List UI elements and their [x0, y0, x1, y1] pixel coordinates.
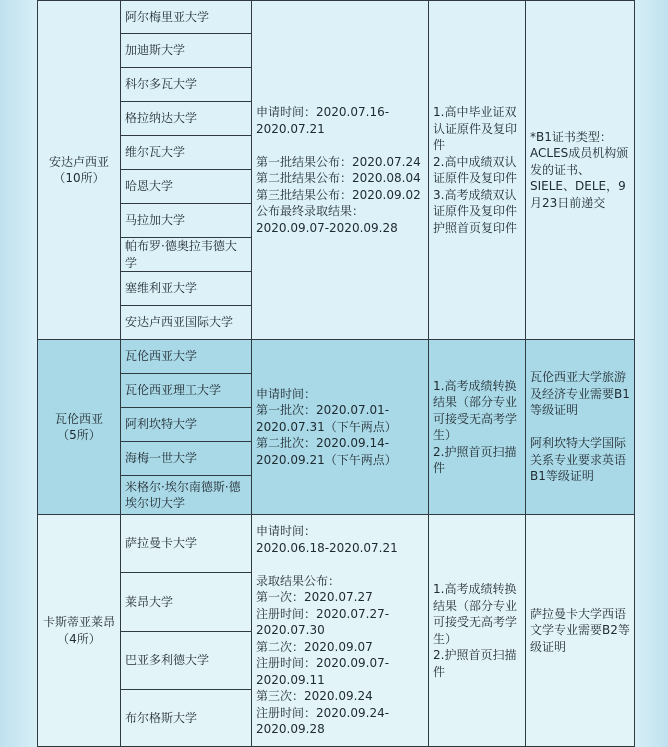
- university-cell: 格拉纳达大学: [121, 102, 252, 136]
- university-cell: 莱昂大学: [121, 573, 252, 632]
- notes-cell-andalucia: *B1证书类型：ACLES成员机构颁发的证书、SIELE、DELE，9月23日前递交: [526, 1, 635, 340]
- university-cell: 塞维利亚大学: [121, 272, 252, 306]
- right-background-strip: [634, 0, 668, 747]
- province-cell-andalucia: 安达卢西亚 （10所）: [38, 1, 121, 340]
- documents-cell-castilla-leon: 1.高考成绩转换结果（部分专业可接受无高考学生） 2.护照首页扫描件: [429, 515, 526, 747]
- university-cell: 萨拉曼卡大学: [121, 515, 252, 573]
- university-cell: 阿尔梅里亚大学: [121, 1, 252, 34]
- university-cell: 巴亚多利德大学: [121, 632, 252, 690]
- timeline-cell-andalucia: 申请时间：2020.07.16-2020.07.21 第一批结果公布：2020.07.24 第二批结果公布：2020.08.04 第三批结果公布：2020.09.02 公布最终录取结果： 2020.09.07-2020.09.28: [252, 1, 429, 340]
- university-cell: 加迪斯大学: [121, 34, 252, 68]
- university-cell: 海梅一世大学: [121, 442, 252, 476]
- university-cell: 阿利坎特大学: [121, 408, 252, 442]
- university-admission-table: [37, 0, 635, 747]
- notes-cell-valencia: 瓦伦西亚大学旅游及经济专业需要B1等级证明 阿利坎特大学国际关系专业要求英语B1等级证明: [526, 340, 635, 515]
- university-cell: 瓦伦西亚大学: [121, 340, 252, 374]
- province-cell-castilla-leon: 卡斯蒂亚莱昂 （4所）: [38, 515, 121, 747]
- university-cell: 科尔多瓦大学: [121, 68, 252, 102]
- university-cell: 帕布罗·德奥拉韦德大学: [121, 238, 252, 272]
- university-cell: 哈恩大学: [121, 170, 252, 204]
- timeline-cell-castilla-leon: 申请时间： 2020.06.18-2020.07.21 录取结果公布： 第一次：2020.07.27 注册时间：2020.07.27-2020.07.30 第二次：2020.09.07 注册时间：2020.09.07-2020.09.11 第三次：2020.09.24 注册时间：2020.09.24-2020.09.28: [252, 515, 429, 747]
- documents-cell-valencia: 1.高考成绩转换结果（部分专业可接受无高考学生） 2.护照首页扫描件: [429, 340, 526, 515]
- timeline-cell-valencia: 申请时间： 第一批次：2020.07.01-2020.07.31（下午两点） 第二批次：2020.09.14-2020.09.21（下午两点）: [252, 340, 429, 515]
- university-cell: 马拉加大学: [121, 204, 252, 238]
- university-cell: 瓦伦西亚理工大学: [121, 374, 252, 408]
- university-cell: 维尔瓦大学: [121, 136, 252, 170]
- province-cell-valencia: 瓦伦西亚 （5所）: [38, 340, 121, 515]
- left-background-strip: [0, 0, 37, 747]
- documents-cell-andalucia: 1.高中毕业证双认证原件及复印件 2.高中成绩双认证原件及复印件 3.高考成绩双认证原件及复印件护照首页复印件: [429, 1, 526, 340]
- university-cell: 安达卢西亚国际大学: [121, 306, 252, 340]
- notes-cell-castilla-leon: 萨拉曼卡大学西语文学专业需要B2等级证明: [526, 515, 635, 747]
- university-cell: 米格尔·埃尔南德斯·德埃尔切大学: [121, 476, 252, 515]
- university-cell: 布尔格斯大学: [121, 690, 252, 747]
